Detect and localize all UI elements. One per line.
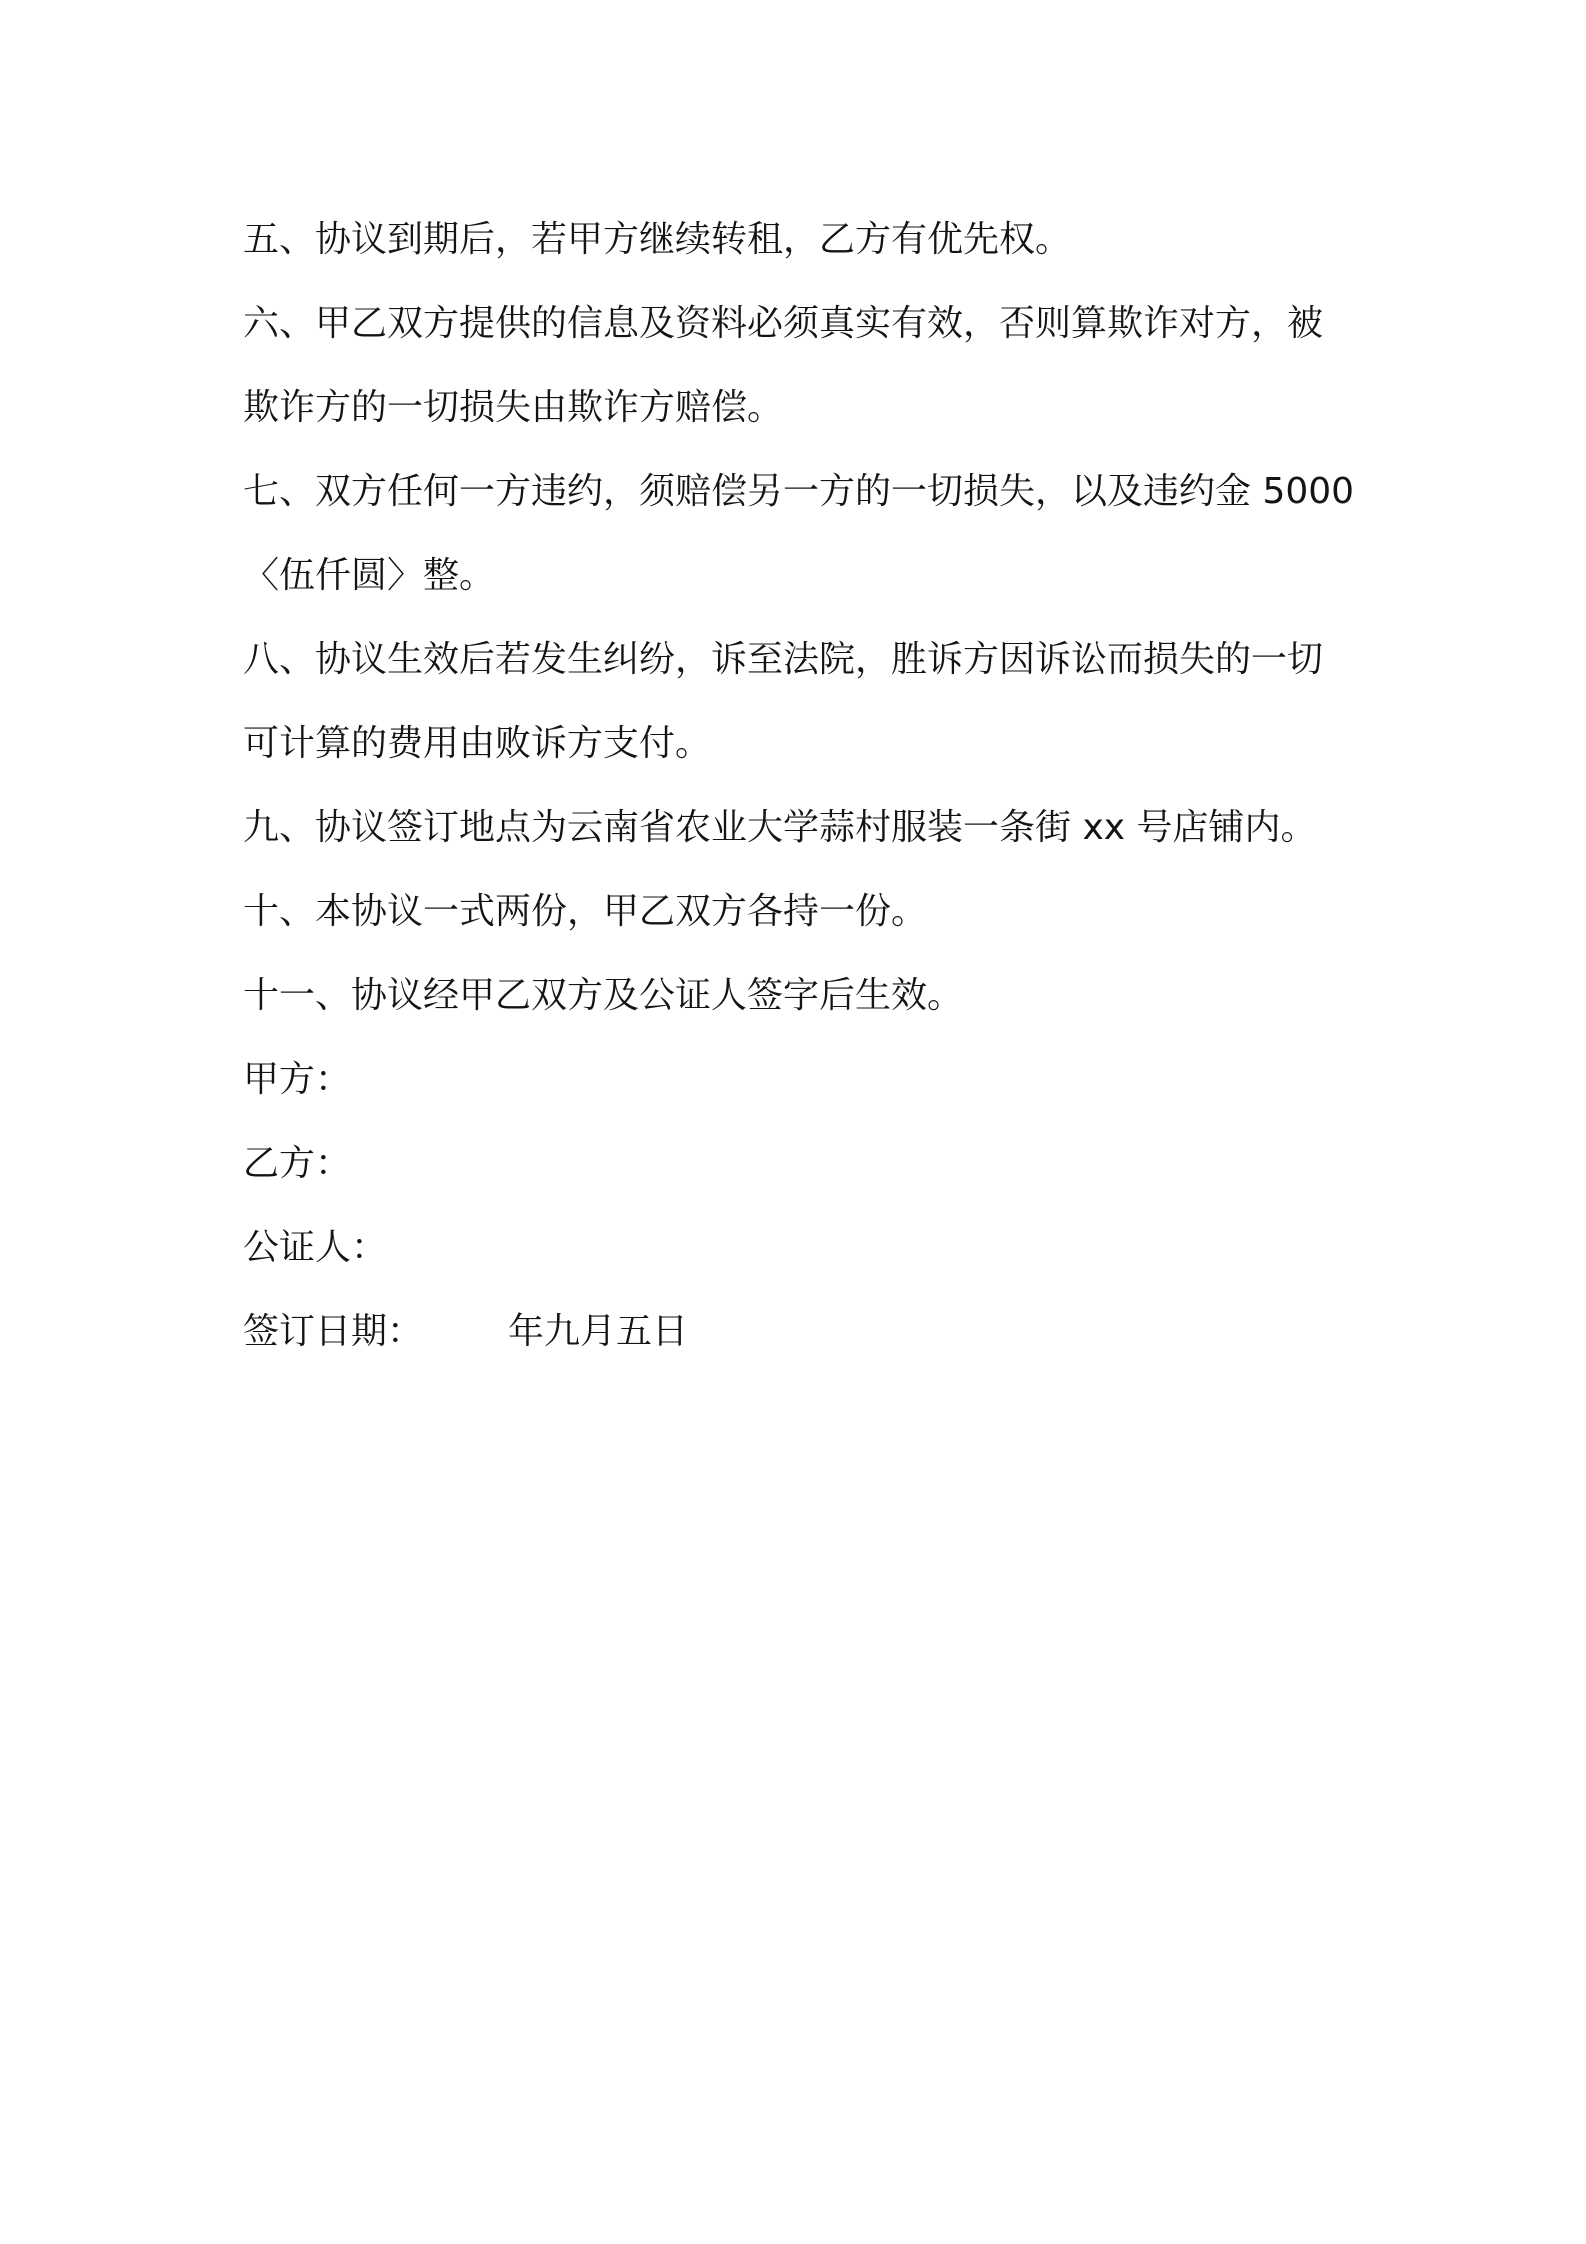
clause-7-line-2: 〈伍仟圆〉整。 [243,555,496,596]
signing-date-value: 年九月五日 [508,1311,689,1352]
party-a-signature-label: 甲方： [243,1059,352,1100]
clause-8-line-2: 可计算的费用由败诉方支付。 [243,723,712,764]
clause-6-line-2: 欺诈方的一切损失由欺诈方赔偿。 [243,387,784,428]
signing-date-label: 签订日期： [243,1311,424,1352]
document-body [243,198,1363,1374]
signing-date-row [243,1290,1363,1374]
clause-9: 九、协议签订地点为云南省农业大学蒜村服装一条街 xx 号店铺内。 [243,807,1317,848]
clause-11: 十一、协议经甲乙双方及公证人签字后生效。 [243,975,964,1016]
clause-7-line-1: 七、双方任何一方违约，须赔偿另一方的一切损失，以及违约金 5000 [243,471,1355,512]
notary-signature-label: 公证人： [243,1227,388,1268]
party-b-signature-label: 乙方： [243,1143,352,1184]
clause-10: 十、本协议一式两份，甲乙双方各持一份。 [243,891,928,932]
clause-8-line-1: 八、协议生效后若发生纠纷，诉至法院，胜诉方因诉讼而损失的一切 [243,639,1324,680]
clause-5: 五、协议到期后，若甲方继续转租，乙方有优先权。 [243,219,1072,260]
clause-6-line-1: 六、甲乙双方提供的信息及资料必须真实有效，否则算欺诈对方，被 [243,303,1324,344]
